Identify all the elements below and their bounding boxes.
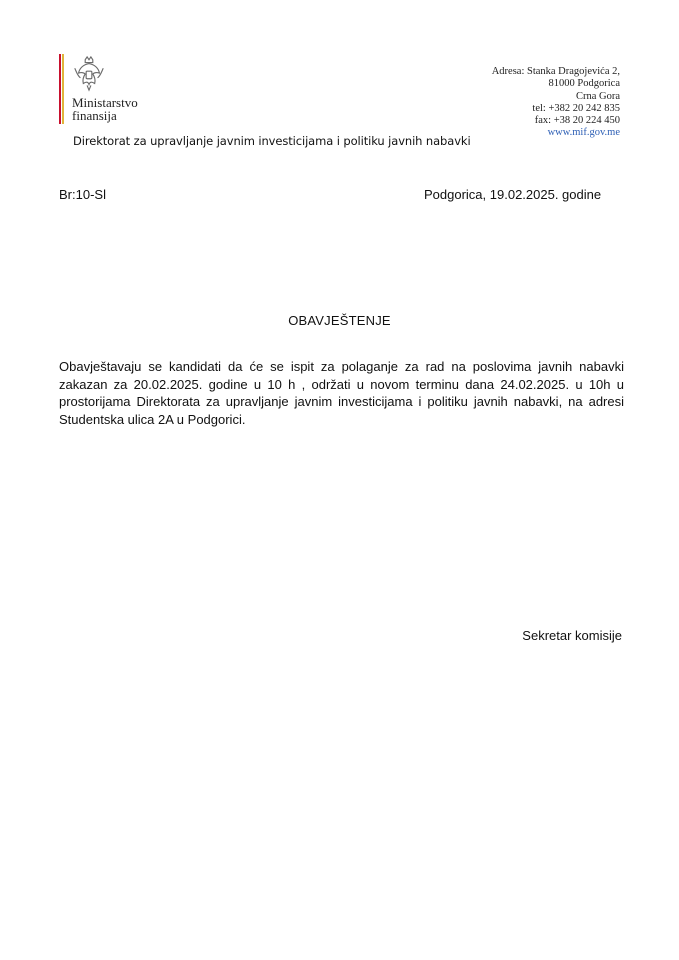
directorate-name: Direktorat za upravljanje javnim investicijama i politiku javnih nabavki (73, 134, 471, 148)
contact-tel: tel: +382 20 242 835 (532, 102, 620, 114)
ministry-line-1: Ministarstvo (72, 95, 138, 110)
coat-of-arms-icon (70, 55, 108, 93)
header-gold-bar (62, 54, 64, 124)
document-body: Obavještavaju se kandidati da će se ispit za polaganje za rad na poslovima javnih nabavki zakazan za 20.02.2025. godine u 10 h , održati u novom terminu dana 24.02.2025. u 10h u prostorijama Direktorata za upravljanje javnim investicijama i politiku javnih nabavki, na adresi Studentska ulica 2A u Podgorici. (59, 359, 624, 427)
contact-fax: fax: +38 20 224 450 (534, 115, 620, 127)
header-red-bar (59, 54, 61, 124)
signature-line: Sekretar komisije (522, 628, 622, 643)
document-date: Podgorica, 19.02.2025. godine (424, 187, 602, 202)
contact-block (492, 66, 620, 140)
contact-city: 81000 Podgorica (548, 78, 620, 90)
document-title: OBAVJEŠTENJE (288, 313, 391, 328)
contact-address: Adresa: Stanka Dragojevića 2, (491, 66, 620, 77)
ministry-line-2: finansija (72, 108, 117, 123)
ministry-name (72, 96, 138, 122)
contact-country: Crna Gora (575, 90, 620, 102)
contact-website-link[interactable]: www.mif.gov.me (547, 127, 620, 139)
reference-number: Br:10-Sl (59, 187, 106, 202)
